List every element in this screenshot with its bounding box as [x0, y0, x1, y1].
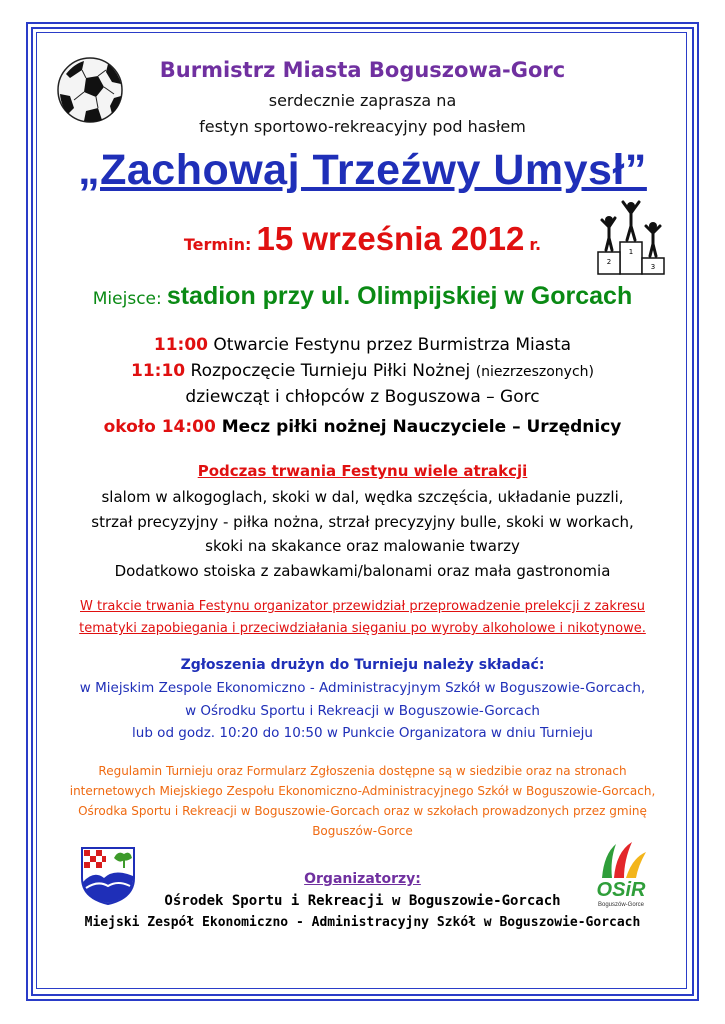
registration-heading: Zgłoszenia drużyn do Turnieju należy składać:: [180, 657, 545, 673]
podium-second: 2: [606, 258, 612, 266]
festival-line: festyn sportowo-rekreacyjny pod hasłem: [199, 117, 526, 136]
date-line: [40, 220, 685, 258]
invite-line: serdecznie zaprasza na: [268, 91, 457, 110]
notice-line: W trakcie trwania Festynu organizator przewidział przeprowadzenie prelekcji z zakresu: [80, 599, 645, 614]
organizer-title: Burmistrz Miasta Boguszowa-Gorc: [159, 58, 566, 82]
podium-third: 3: [650, 263, 656, 271]
schedule-item-3: [40, 417, 685, 437]
schedule-item-1: [40, 335, 685, 355]
organizers-heading: Organizatorzy:: [304, 871, 421, 887]
schedule-note-2: (niezrzeszonych): [475, 364, 594, 380]
date-label: Termin:: [183, 235, 252, 254]
registration-line: w Miejskim Zespole Ekonomiczno - Administracyjnym Szkół w Boguszowie-Gorcach,: [79, 680, 646, 696]
schedule-time-2: 11:10: [130, 361, 186, 381]
schedule-text-1: Otwarcie Festynu przez Burmistrza Miasta: [213, 335, 572, 355]
registration-line: w Ośrodku Sportu i Rekreacji w Boguszowie-Gorcach: [185, 703, 540, 719]
date-suffix: r.: [529, 235, 542, 254]
schedule-item-2b: dziewcząt i chłopców z Boguszowa – Gorc: [185, 387, 540, 407]
podium-first: 1: [628, 248, 634, 256]
rules-line: Regulamin Turnieju oraz Formularz Zgłoszenia dostępne są w siedzibie oraz na stronach: [98, 764, 627, 778]
slogan: „Zachowaj Trzeźwy Umysł”: [78, 146, 647, 194]
date-value: 15 września 2012: [256, 220, 525, 257]
attractions-line: Dodatkowo stoiska z zabawkami/balonami oraz mała gastronomia: [114, 562, 611, 580]
organizer-line: Ośrodek Sportu i Rekreacji w Boguszowie-Gorcach: [164, 893, 561, 909]
attractions-line: skoki na skakance oraz malowanie twarzy: [205, 537, 520, 555]
organizer-line: Miejski Zespół Ekonomiczno - Administracyjny Szkół w Boguszowie-Gorcach: [84, 915, 641, 930]
attractions-heading: Podczas trwania Festynu wiele atrakcji: [197, 462, 528, 480]
schedule-text-2: Rozpoczęcie Turnieju Piłki Nożnej: [190, 361, 471, 381]
schedule-text-3: Mecz piłki nożnej Nauczyciele – Urzędnicy: [221, 417, 622, 437]
rules-line: Ośrodka Sportu i Rekreacji w Boguszowie-Gorcach oraz w szkołach prowadzonych przez gminę: [78, 804, 647, 818]
podium-icon: [595, 198, 667, 280]
osir-logo-text: OSiR: [596, 879, 646, 901]
registration-line: lub od godz. 10:20 do 10:50 w Punkcie Organizatora w dniu Turnieju: [132, 725, 593, 741]
schedule-item-2: [40, 361, 685, 381]
rules-line: internetowych Miejskiego Zespołu Ekonomiczno-Administracyjnego Szkół w Boguszowie-Gorcach,: [69, 784, 656, 798]
schedule-time-1: 11:00: [153, 335, 209, 355]
place-label: Miejsce:: [92, 289, 162, 309]
attractions-line: strzał precyzyjny - piłka nożna, strzał precyzyjny bulle, skoki w workach,: [91, 513, 634, 531]
rules-line: Boguszów-Gorce: [312, 824, 413, 838]
notice-line: tematyki zapobiegania i przeciwdziałania sięganiu po wyroby alkoholowe i nikotynowe.: [79, 621, 646, 636]
attractions-line: slalom w alkogoglach, skoki w dal, wędka szczęścia, układanie puzzli,: [101, 488, 624, 506]
place-line: [40, 282, 685, 311]
osir-logo-subtext: Boguszów-Gorce: [597, 902, 645, 908]
place-value: stadion przy ul. Olimpijskiej w Gorcach: [166, 282, 633, 310]
schedule-time-3: około 14:00: [103, 417, 216, 437]
